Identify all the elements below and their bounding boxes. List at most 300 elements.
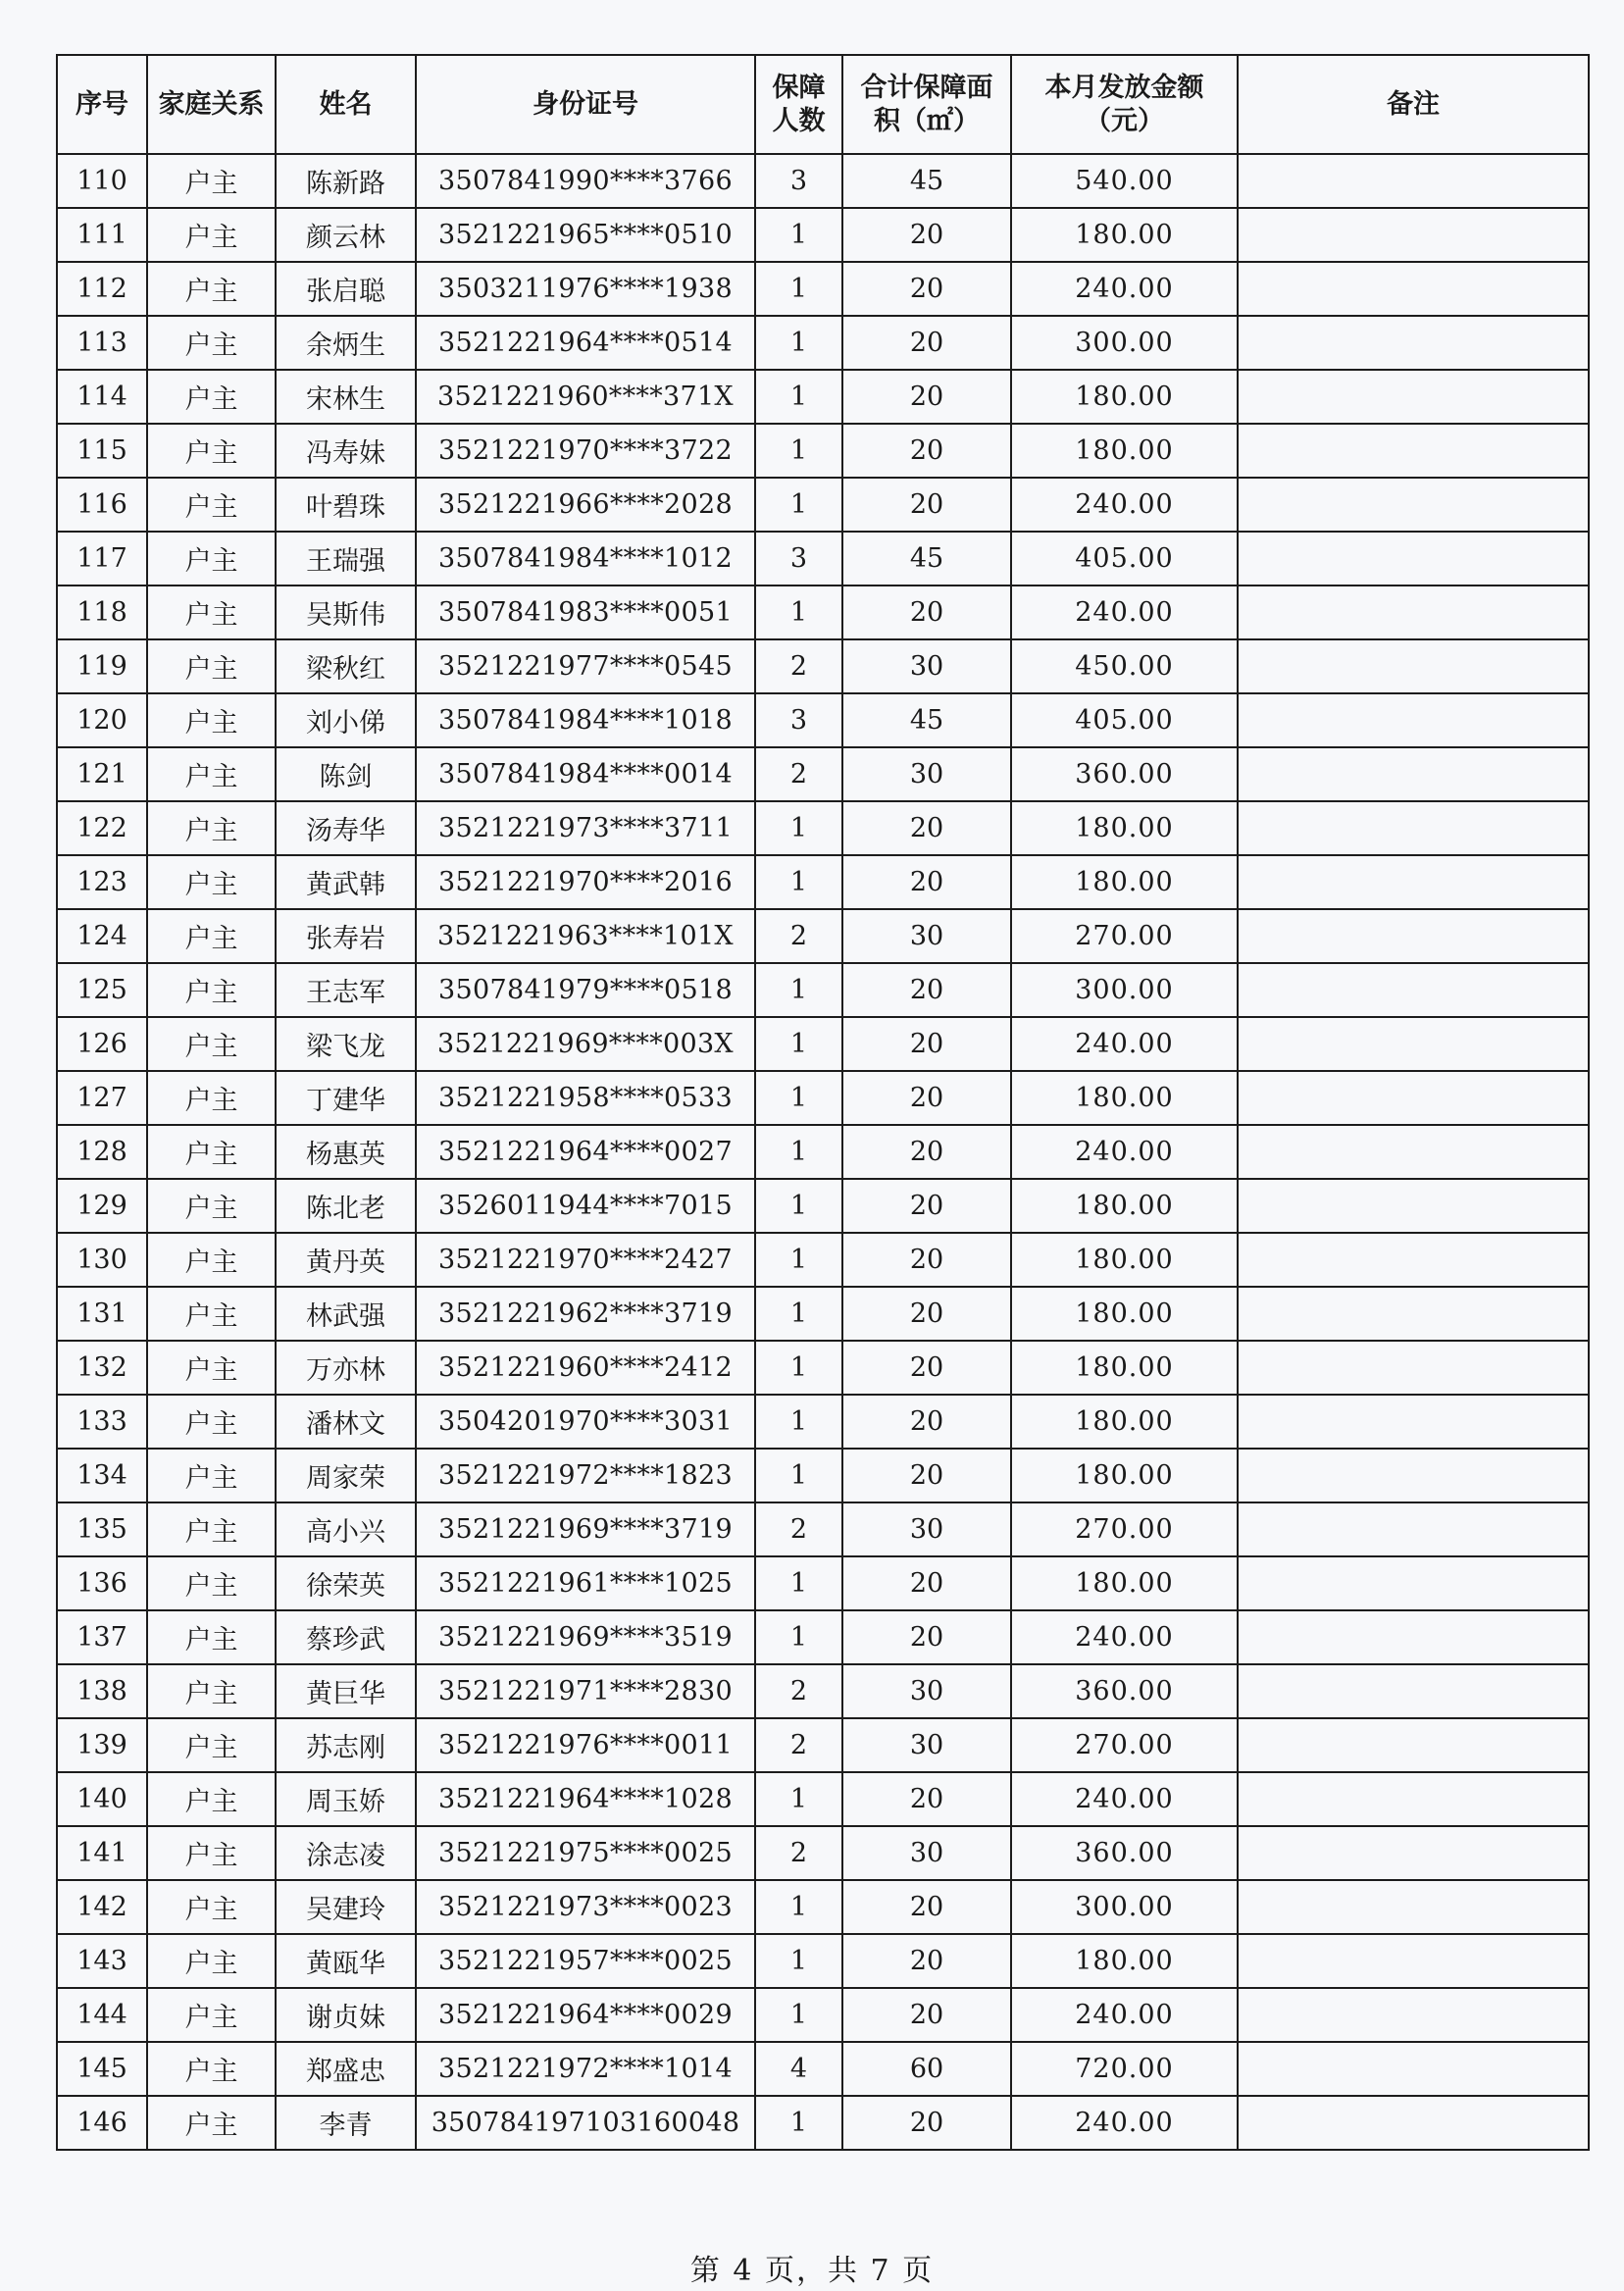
cell-persons: 2: [755, 1664, 842, 1718]
cell-index: 126: [57, 1017, 147, 1071]
cell-relation: 户主: [147, 316, 276, 370]
cell-relation: 户主: [147, 262, 276, 316]
cell-id-number: 3521221958****0533: [416, 1071, 755, 1125]
cell-persons: 4: [755, 2042, 842, 2096]
cell-amount: 180.00: [1011, 1556, 1238, 1610]
table-row: [57, 963, 1589, 1017]
cell-remarks: [1238, 1934, 1589, 1988]
cell-remarks: [1238, 855, 1589, 909]
table-row: [57, 909, 1589, 963]
cell-relation: 户主: [147, 855, 276, 909]
cell-index: 123: [57, 855, 147, 909]
cell-persons: 1: [755, 1395, 842, 1449]
cell-amount: 450.00: [1011, 639, 1238, 693]
cell-name: 陈北老: [276, 1179, 416, 1233]
cell-amount: 240.00: [1011, 1017, 1238, 1071]
cell-area: 30: [842, 1826, 1011, 1880]
cell-relation: 户主: [147, 1718, 276, 1772]
table-row: [57, 801, 1589, 855]
cell-id-number: 3521221973****0023: [416, 1880, 755, 1934]
cell-amount: 300.00: [1011, 1880, 1238, 1934]
cell-relation: 户主: [147, 1179, 276, 1233]
cell-name: 万亦林: [276, 1341, 416, 1395]
cell-area: 20: [842, 424, 1011, 478]
cell-area: 20: [842, 1772, 1011, 1826]
cell-remarks: [1238, 1449, 1589, 1502]
cell-relation: 户主: [147, 1988, 276, 2042]
table-row: [57, 2042, 1589, 2096]
cell-name: 梁飞龙: [276, 1017, 416, 1071]
cell-index: 125: [57, 963, 147, 1017]
table-header: [57, 55, 1589, 154]
cell-index: 114: [57, 370, 147, 424]
cell-index: 142: [57, 1880, 147, 1934]
cell-area: 20: [842, 208, 1011, 262]
cell-remarks: [1238, 1988, 1589, 2042]
cell-persons: 1: [755, 2096, 842, 2150]
cell-area: 30: [842, 909, 1011, 963]
cell-persons: 2: [755, 639, 842, 693]
table-row: [57, 1718, 1589, 1772]
cell-id-number: 3521221970****3722: [416, 424, 755, 478]
cell-name: 刘小俤: [276, 693, 416, 747]
cell-relation: 户主: [147, 1395, 276, 1449]
table-row: [57, 1826, 1589, 1880]
cell-name: 宋林生: [276, 370, 416, 424]
cell-amount: 240.00: [1011, 1610, 1238, 1664]
cell-persons: 1: [755, 424, 842, 478]
cell-relation: 户主: [147, 478, 276, 532]
cell-amount: 180.00: [1011, 1071, 1238, 1125]
cell-relation: 户主: [147, 1664, 276, 1718]
table-row: [57, 1610, 1589, 1664]
cell-persons: 2: [755, 1502, 842, 1556]
cell-amount: 300.00: [1011, 316, 1238, 370]
cell-area: 30: [842, 1664, 1011, 1718]
cell-index: 139: [57, 1718, 147, 1772]
cell-name: 蔡珍武: [276, 1610, 416, 1664]
cell-index: 115: [57, 424, 147, 478]
cell-index: 129: [57, 1179, 147, 1233]
cell-area: 30: [842, 1502, 1011, 1556]
cell-persons: 1: [755, 208, 842, 262]
cell-name: 林武强: [276, 1287, 416, 1341]
table-row: [57, 208, 1589, 262]
cell-area: 20: [842, 1395, 1011, 1449]
cell-amount: 180.00: [1011, 208, 1238, 262]
cell-amount: 240.00: [1011, 2096, 1238, 2150]
cell-amount: 240.00: [1011, 262, 1238, 316]
cell-amount: 180.00: [1011, 1287, 1238, 1341]
cell-id-number: 3521221963****101X: [416, 909, 755, 963]
cell-relation: 户主: [147, 1826, 276, 1880]
cell-index: 131: [57, 1287, 147, 1341]
cell-persons: 1: [755, 1556, 842, 1610]
table-row: [57, 1017, 1589, 1071]
cell-name: 冯寿妹: [276, 424, 416, 478]
cell-id-number: 3521221965****0510: [416, 208, 755, 262]
cell-index: 140: [57, 1772, 147, 1826]
cell-amount: 300.00: [1011, 963, 1238, 1017]
cell-relation: 户主: [147, 1449, 276, 1502]
cell-area: 20: [842, 963, 1011, 1017]
cell-id-number: 3521221964****0027: [416, 1125, 755, 1179]
cell-amount: 270.00: [1011, 909, 1238, 963]
header-remarks: 备注: [1238, 55, 1589, 154]
cell-persons: 3: [755, 693, 842, 747]
cell-area: 20: [842, 1287, 1011, 1341]
cell-amount: 405.00: [1011, 532, 1238, 585]
cell-amount: 180.00: [1011, 1395, 1238, 1449]
cell-amount: 240.00: [1011, 478, 1238, 532]
cell-index: 128: [57, 1125, 147, 1179]
cell-relation: 户主: [147, 370, 276, 424]
cell-name: 叶碧珠: [276, 478, 416, 532]
header-amount: 本月发放金额 （元）: [1011, 55, 1238, 154]
cell-persons: 2: [755, 1826, 842, 1880]
cell-persons: 1: [755, 855, 842, 909]
cell-index: 110: [57, 154, 147, 208]
cell-name: 黄武韩: [276, 855, 416, 909]
cell-id-number: 3507841979****0518: [416, 963, 755, 1017]
cell-area: 20: [842, 316, 1011, 370]
cell-remarks: [1238, 1664, 1589, 1718]
cell-name: 周玉娇: [276, 1772, 416, 1826]
cell-name: 陈剑: [276, 747, 416, 801]
cell-persons: 1: [755, 585, 842, 639]
cell-persons: 2: [755, 909, 842, 963]
cell-remarks: [1238, 1556, 1589, 1610]
cell-name: 吴建玲: [276, 1880, 416, 1934]
cell-id-number: 3507841984****1012: [416, 532, 755, 585]
table-row: [57, 154, 1589, 208]
cell-remarks: [1238, 1880, 1589, 1934]
cell-amount: 405.00: [1011, 693, 1238, 747]
cell-remarks: [1238, 1287, 1589, 1341]
cell-index: 137: [57, 1610, 147, 1664]
cell-id-number: 3507841984****0014: [416, 747, 755, 801]
cell-amount: 540.00: [1011, 154, 1238, 208]
table-body: [57, 154, 1589, 2150]
table-row: [57, 1988, 1589, 2042]
cell-id-number: 3521221969****003X: [416, 1017, 755, 1071]
table-row: [57, 1556, 1589, 1610]
table-row: [57, 1934, 1589, 1988]
cell-index: 133: [57, 1395, 147, 1449]
cell-remarks: [1238, 801, 1589, 855]
cell-persons: 1: [755, 1125, 842, 1179]
cell-remarks: [1238, 262, 1589, 316]
cell-relation: 户主: [147, 208, 276, 262]
cell-remarks: [1238, 424, 1589, 478]
table-row: [57, 1125, 1589, 1179]
cell-area: 45: [842, 154, 1011, 208]
header-area: 合计保障面 积（㎡）: [842, 55, 1011, 154]
cell-remarks: [1238, 1233, 1589, 1287]
cell-name: 李青: [276, 2096, 416, 2150]
header-index: 序号: [57, 55, 147, 154]
cell-amount: 240.00: [1011, 1988, 1238, 2042]
cell-relation: 户主: [147, 909, 276, 963]
cell-amount: 180.00: [1011, 801, 1238, 855]
cell-area: 20: [842, 2096, 1011, 2150]
cell-persons: 2: [755, 747, 842, 801]
cell-id-number: 3521221962****3719: [416, 1287, 755, 1341]
cell-relation: 户主: [147, 801, 276, 855]
table-row: [57, 1502, 1589, 1556]
cell-remarks: [1238, 2096, 1589, 2150]
cell-name: 汤寿华: [276, 801, 416, 855]
header-name: 姓名: [276, 55, 416, 154]
cell-area: 30: [842, 1718, 1011, 1772]
cell-remarks: [1238, 747, 1589, 801]
cell-area: 20: [842, 1556, 1011, 1610]
cell-area: 20: [842, 1125, 1011, 1179]
cell-area: 20: [842, 1179, 1011, 1233]
cell-amount: 720.00: [1011, 2042, 1238, 2096]
header-relation: 家庭关系: [147, 55, 276, 154]
cell-index: 146: [57, 2096, 147, 2150]
cell-persons: 1: [755, 1880, 842, 1934]
table-row: [57, 2096, 1589, 2150]
cell-id-number: 3503211976****1938: [416, 262, 755, 316]
cell-name: 余炳生: [276, 316, 416, 370]
cell-id-number: 3507841990****3766: [416, 154, 755, 208]
cell-relation: 户主: [147, 1610, 276, 1664]
cell-persons: 1: [755, 1071, 842, 1125]
cell-remarks: [1238, 1017, 1589, 1071]
cell-name: 杨惠英: [276, 1125, 416, 1179]
cell-remarks: [1238, 1341, 1589, 1395]
cell-id-number: 3521221964****0029: [416, 1988, 755, 2042]
cell-area: 30: [842, 639, 1011, 693]
cell-area: 20: [842, 478, 1011, 532]
cell-index: 116: [57, 478, 147, 532]
cell-area: 20: [842, 1880, 1011, 1934]
cell-index: 120: [57, 693, 147, 747]
table-row: [57, 316, 1589, 370]
cell-id-number: 3521221973****3711: [416, 801, 755, 855]
cell-area: 30: [842, 747, 1011, 801]
cell-id-number: 3521221975****0025: [416, 1826, 755, 1880]
cell-index: 144: [57, 1988, 147, 2042]
cell-amount: 360.00: [1011, 1826, 1238, 1880]
cell-area: 20: [842, 801, 1011, 855]
cell-amount: 180.00: [1011, 1233, 1238, 1287]
table-row: [57, 1071, 1589, 1125]
cell-remarks: [1238, 478, 1589, 532]
cell-id-number: 3521221964****0514: [416, 316, 755, 370]
cell-relation: 户主: [147, 1071, 276, 1125]
cell-relation: 户主: [147, 154, 276, 208]
cell-persons: 1: [755, 370, 842, 424]
cell-index: 134: [57, 1449, 147, 1502]
housing-subsidy-table: [56, 54, 1590, 2151]
cell-relation: 户主: [147, 1556, 276, 1610]
cell-amount: 180.00: [1011, 1449, 1238, 1502]
cell-remarks: [1238, 1125, 1589, 1179]
cell-area: 20: [842, 370, 1011, 424]
table-row: [57, 1179, 1589, 1233]
cell-amount: 180.00: [1011, 1341, 1238, 1395]
cell-persons: 1: [755, 1287, 842, 1341]
cell-relation: 户主: [147, 1502, 276, 1556]
cell-index: 111: [57, 208, 147, 262]
cell-remarks: [1238, 154, 1589, 208]
cell-relation: 户主: [147, 1125, 276, 1179]
table-row: [57, 855, 1589, 909]
cell-remarks: [1238, 1826, 1589, 1880]
table-row: [57, 1395, 1589, 1449]
cell-remarks: [1238, 1071, 1589, 1125]
cell-amount: 180.00: [1011, 1179, 1238, 1233]
cell-index: 132: [57, 1341, 147, 1395]
cell-remarks: [1238, 370, 1589, 424]
cell-index: 121: [57, 747, 147, 801]
cell-id-number: 3526011944****7015: [416, 1179, 755, 1233]
cell-amount: 360.00: [1011, 747, 1238, 801]
table-row: [57, 693, 1589, 747]
cell-area: 45: [842, 532, 1011, 585]
table-row: [57, 1880, 1589, 1934]
cell-relation: 户主: [147, 1341, 276, 1395]
cell-relation: 户主: [147, 963, 276, 1017]
cell-remarks: [1238, 316, 1589, 370]
cell-amount: 240.00: [1011, 1125, 1238, 1179]
cell-name: 郑盛忠: [276, 2042, 416, 2096]
cell-area: 20: [842, 1934, 1011, 1988]
cell-name: 颜云林: [276, 208, 416, 262]
cell-index: 122: [57, 801, 147, 855]
cell-id-number: 3521221972****1014: [416, 2042, 755, 2096]
header-persons: 保障 人数: [755, 55, 842, 154]
cell-index: 127: [57, 1071, 147, 1125]
header-id-number: 身份证号: [416, 55, 755, 154]
cell-name: 吴斯伟: [276, 585, 416, 639]
cell-area: 20: [842, 1988, 1011, 2042]
cell-name: 谢贞妹: [276, 1988, 416, 2042]
cell-remarks: [1238, 1772, 1589, 1826]
cell-relation: 户主: [147, 2042, 276, 2096]
cell-index: 138: [57, 1664, 147, 1718]
table-row: [57, 1233, 1589, 1287]
cell-amount: 180.00: [1011, 855, 1238, 909]
cell-relation: 户主: [147, 639, 276, 693]
cell-remarks: [1238, 693, 1589, 747]
cell-relation: 户主: [147, 1233, 276, 1287]
cell-index: 113: [57, 316, 147, 370]
cell-persons: 1: [755, 963, 842, 1017]
cell-remarks: [1238, 2042, 1589, 2096]
cell-id-number: 3521221960****2412: [416, 1341, 755, 1395]
cell-id-number: 3521221972****1823: [416, 1449, 755, 1502]
cell-amount: 180.00: [1011, 424, 1238, 478]
cell-remarks: [1238, 1395, 1589, 1449]
table-row: [57, 1287, 1589, 1341]
table-row: [57, 532, 1589, 585]
cell-amount: 270.00: [1011, 1718, 1238, 1772]
cell-name: 涂志凌: [276, 1826, 416, 1880]
cell-remarks: [1238, 1718, 1589, 1772]
table-row: [57, 424, 1589, 478]
cell-name: 张寿岩: [276, 909, 416, 963]
table-row: [57, 478, 1589, 532]
cell-id-number: 3521221969****3519: [416, 1610, 755, 1664]
cell-index: 136: [57, 1556, 147, 1610]
cell-area: 20: [842, 1610, 1011, 1664]
cell-persons: 1: [755, 1449, 842, 1502]
cell-persons: 1: [755, 1179, 842, 1233]
table-row: [57, 1772, 1589, 1826]
cell-index: 143: [57, 1934, 147, 1988]
table-row: [57, 262, 1589, 316]
cell-name: 黄瓯华: [276, 1934, 416, 1988]
cell-remarks: [1238, 208, 1589, 262]
cell-remarks: [1238, 585, 1589, 639]
cell-id-number: 350784197103160048: [416, 2096, 755, 2150]
cell-area: 60: [842, 2042, 1011, 2096]
cell-name: 周家荣: [276, 1449, 416, 1502]
cell-index: 145: [57, 2042, 147, 2096]
cell-id-number: 3521221970****2016: [416, 855, 755, 909]
table-row: [57, 1341, 1589, 1395]
table-row: [57, 747, 1589, 801]
cell-amount: 270.00: [1011, 1502, 1238, 1556]
cell-id-number: 3521221961****1025: [416, 1556, 755, 1610]
cell-index: 119: [57, 639, 147, 693]
cell-id-number: 3521221957****0025: [416, 1934, 755, 1988]
cell-remarks: [1238, 1610, 1589, 1664]
cell-remarks: [1238, 909, 1589, 963]
table-row: [57, 639, 1589, 693]
cell-id-number: 3521221966****2028: [416, 478, 755, 532]
cell-persons: 1: [755, 1988, 842, 2042]
cell-relation: 户主: [147, 585, 276, 639]
cell-persons: 1: [755, 1233, 842, 1287]
table-row: [57, 585, 1589, 639]
cell-name: 高小兴: [276, 1502, 416, 1556]
cell-persons: 1: [755, 478, 842, 532]
cell-area: 20: [842, 1071, 1011, 1125]
cell-relation: 户主: [147, 1772, 276, 1826]
cell-name: 陈新路: [276, 154, 416, 208]
cell-persons: 1: [755, 801, 842, 855]
cell-name: 梁秋红: [276, 639, 416, 693]
cell-index: 117: [57, 532, 147, 585]
cell-persons: 1: [755, 1341, 842, 1395]
cell-persons: 3: [755, 532, 842, 585]
cell-amount: 240.00: [1011, 1772, 1238, 1826]
cell-remarks: [1238, 963, 1589, 1017]
page-number: 第 4 页，共 7 页: [689, 2254, 935, 2288]
cell-remarks: [1238, 532, 1589, 585]
cell-remarks: [1238, 1179, 1589, 1233]
cell-area: 20: [842, 855, 1011, 909]
table-row: [57, 370, 1589, 424]
cell-relation: 户主: [147, 1934, 276, 1988]
cell-name: 丁建华: [276, 1071, 416, 1125]
cell-remarks: [1238, 1502, 1589, 1556]
cell-relation: 户主: [147, 1287, 276, 1341]
cell-index: 124: [57, 909, 147, 963]
cell-index: 112: [57, 262, 147, 316]
cell-area: 20: [842, 262, 1011, 316]
cell-id-number: 3521221970****2427: [416, 1233, 755, 1287]
cell-amount: 180.00: [1011, 370, 1238, 424]
cell-name: 王瑞强: [276, 532, 416, 585]
cell-relation: 户主: [147, 747, 276, 801]
header-row: [57, 55, 1589, 154]
